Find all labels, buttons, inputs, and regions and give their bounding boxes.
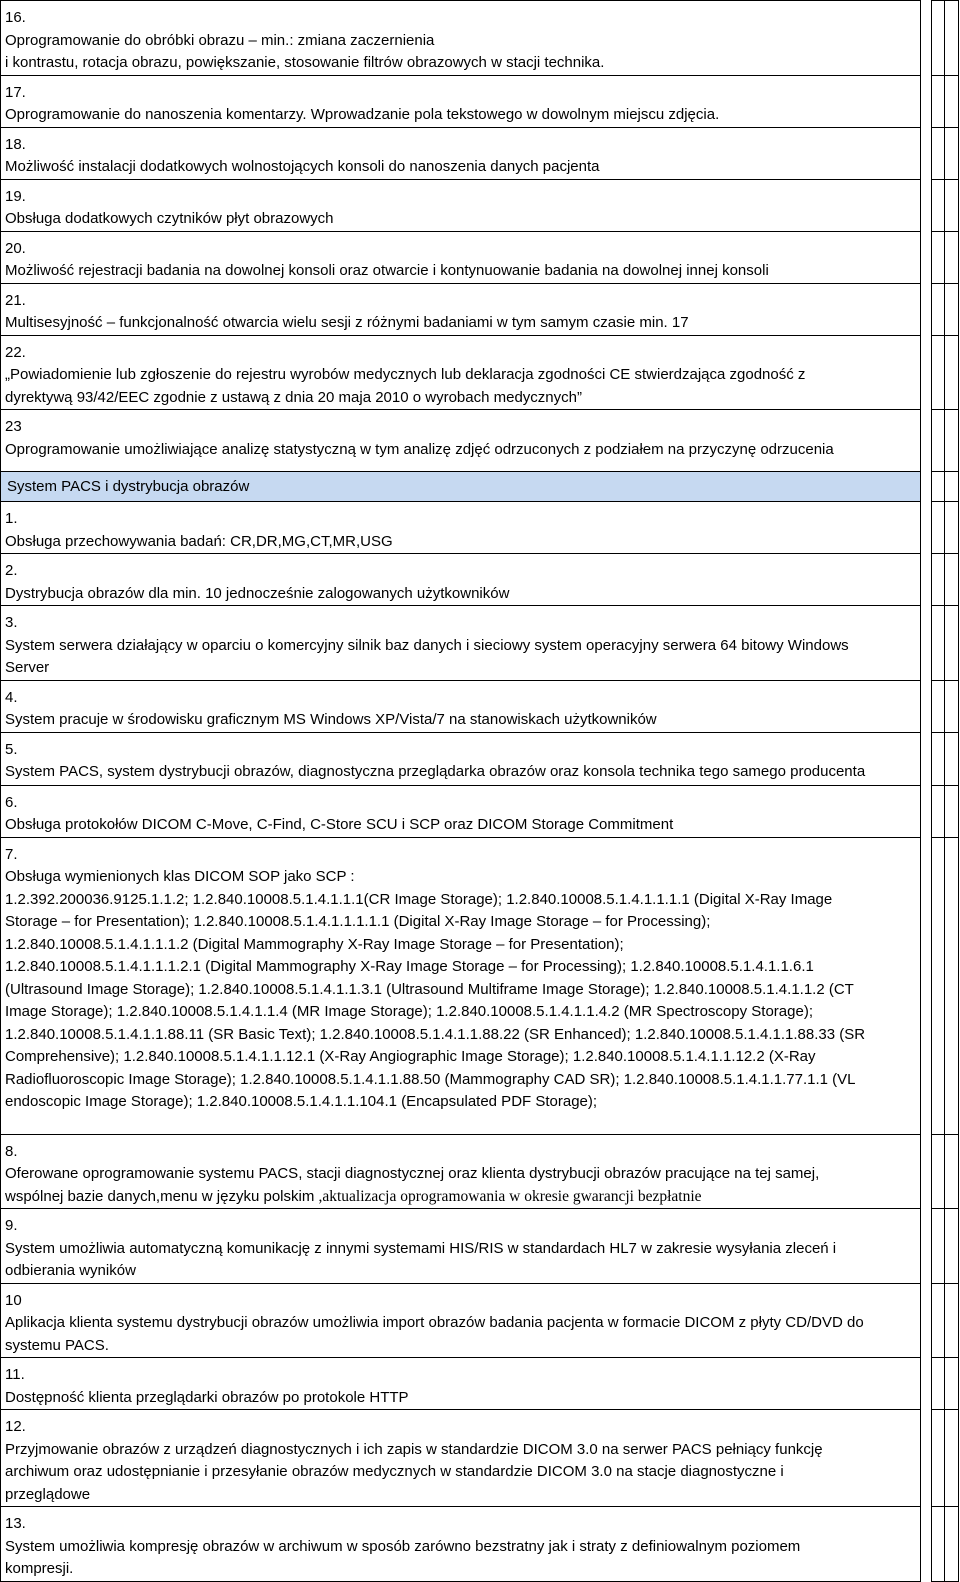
- check-col-1[interactable]: [932, 554, 945, 606]
- check-col-2[interactable]: [945, 127, 959, 179]
- check-col-2[interactable]: [945, 502, 959, 554]
- item-text: [5, 583, 867, 606]
- requirement-cell: [1, 606, 921, 681]
- item-text: [5, 531, 867, 554]
- table-row: [1, 75, 959, 127]
- item-number: 19.: [5, 187, 26, 205]
- check-col-2[interactable]: [945, 680, 959, 732]
- check-col-2[interactable]: [945, 75, 959, 127]
- check-col-2[interactable]: [945, 606, 959, 681]
- gap-col: [921, 283, 932, 335]
- table-row: [1, 1410, 959, 1507]
- requirement-cell: [1, 1, 921, 76]
- item-number: 21.: [5, 291, 26, 309]
- gap-col: [921, 1507, 932, 1582]
- item-text-main: Obsługa przechowywania badań: CR,DR,MG,CT,MR,USG: [5, 532, 393, 550]
- gap-col: [921, 410, 932, 472]
- check-col-2[interactable]: [945, 410, 959, 472]
- item-number: 22.: [5, 343, 26, 361]
- table-row: [1, 502, 959, 554]
- requirement-cell: [1, 1410, 921, 1507]
- gap-col: [921, 554, 932, 606]
- item-text: [5, 260, 867, 283]
- gap-col: [921, 785, 932, 837]
- gap-col: [921, 502, 932, 554]
- item-text-main: Oferowane oprogramowanie systemu PACS, stacji diagnostycznej oraz klienta dystrybucji obrazów pracujące na tej samej, wspólnej bazie danych,menu w języku polskim: [5, 1165, 820, 1205]
- item-number: 8.: [5, 1142, 18, 1160]
- check-col-2: [945, 472, 959, 502]
- table-row: [1, 1, 959, 76]
- requirement-cell: [1, 732, 921, 785]
- requirement-cell: [1, 502, 921, 554]
- requirement-cell: [1, 554, 921, 606]
- gap-col: [921, 472, 932, 502]
- item-number: 11.: [5, 1366, 25, 1383]
- check-col-2[interactable]: [945, 1410, 959, 1507]
- check-col-1[interactable]: [932, 1, 945, 76]
- table-row: [1, 410, 959, 472]
- item-text: [5, 364, 867, 409]
- item-number: 18.: [5, 135, 26, 153]
- requirement-cell: [1, 179, 921, 231]
- gap-col: [921, 606, 932, 681]
- check-col-2[interactable]: [945, 179, 959, 231]
- item-number: 3.: [5, 614, 18, 631]
- item-text-main: Dostępność klienta przeglądarki obrazów po protokole HTTP: [5, 1388, 409, 1406]
- check-col-2[interactable]: [945, 1358, 959, 1410]
- requirement-cell: [1, 1507, 921, 1582]
- check-col-1[interactable]: [932, 1507, 945, 1582]
- gap-col: [921, 1410, 932, 1507]
- item-number: 2.: [5, 562, 18, 579]
- item-number: 13.: [5, 1515, 26, 1532]
- table-row: [1, 680, 959, 732]
- item-text: [5, 1536, 867, 1581]
- requirement-cell: [1, 1209, 921, 1284]
- item-text: [5, 1387, 867, 1410]
- table-row: [1, 1209, 959, 1284]
- requirement-cell: [1, 410, 921, 472]
- check-col-2[interactable]: [945, 837, 959, 1134]
- item-text-main: Multisesyjność – funkcjonalność otwarcia wielu sesji z różnymi badaniami w tym samym czasie min. 17: [5, 314, 689, 331]
- item-number: 20.: [5, 239, 26, 257]
- item-text: [5, 709, 867, 732]
- requirement-cell: [1, 127, 921, 179]
- table-row: [1, 554, 959, 606]
- item-text-main: Możliwość instalacji dodatkowych wolnostojących konsoli do nanoszenia danych pacjenta: [5, 158, 600, 175]
- check-col-2[interactable]: [945, 231, 959, 283]
- item-text: [5, 439, 867, 462]
- check-col-2[interactable]: [945, 732, 959, 785]
- gap-col: [921, 732, 932, 785]
- item-text-main: Oprogramowanie umożliwiające analizę statystyczną w tym analizę zdjęć odrzuconych z podziałem na przyczynę odrzucenia: [5, 440, 834, 458]
- check-col-2[interactable]: [945, 283, 959, 335]
- requirement-cell: [1, 283, 921, 335]
- item-text: [5, 312, 867, 335]
- item-number: 1.: [5, 510, 18, 527]
- check-col-1[interactable]: [932, 1283, 945, 1358]
- table-row: [1, 785, 959, 837]
- check-col-1[interactable]: [932, 283, 945, 335]
- gap-col: [921, 127, 932, 179]
- item-text: [5, 635, 867, 680]
- section-title: System PACS i dystrybucja obrazów: [1, 472, 921, 502]
- item-text-main: System PACS, system dystrybucji obrazów, diagnostyczna przeglądarka obrazów oraz konsola technika tego samego producenta: [5, 763, 866, 780]
- check-col-1[interactable]: [932, 785, 945, 837]
- item-number: 5.: [5, 740, 18, 758]
- gap-col: [921, 1134, 932, 1209]
- check-col-2[interactable]: [945, 335, 959, 410]
- check-col-1[interactable]: [932, 1410, 945, 1507]
- requirement-cell: [1, 335, 921, 410]
- item-text-main: Przyjmowanie obrazów z urządzeń diagnostycznych i ich zapis w standardzie DICOM 3.0 na serwer PACS pełniący funkcję archiwum oraz udostępnianie i przesyłanie obrazów medycznych w standardzie DICOM 3.0 na stacje diagnostyczne i przeglądowe: [5, 1440, 823, 1503]
- check-col-1[interactable]: [932, 335, 945, 410]
- requirement-cell: [1, 680, 921, 732]
- item-text: [5, 1163, 867, 1208]
- check-col-1[interactable]: [932, 680, 945, 732]
- gap-col: [921, 1209, 932, 1284]
- item-text-main: System pracuje w środowisku graficznym MS Windows XP/Vista/7 na stanowiskach użytkowników: [5, 711, 657, 728]
- check-col-1[interactable]: [932, 732, 945, 785]
- item-text: [5, 104, 867, 127]
- item-text-main: System umożliwia automatyczną komunikację z innymi systemami HIS/RIS w standardach HL7 w zakresie wysyłania zleceń i odbierania wyników: [5, 1239, 837, 1279]
- item-number: 6.: [5, 793, 18, 811]
- section-header-row: [1, 472, 959, 502]
- table-row: [1, 606, 959, 681]
- item-text-main: Obsługa wymienionych klas DICOM SOP jako SCP : 1.2.392.200036.9125.1.1.2; 1.2.840.10008.5.1.4.1.1.1(CR Image Storage); 1.2.840.10008.5.1.4.1.1.1.1 (Digital X-Ray Image Storage – for Presentation); 1.2.840.10008.5.1.4.1.1.1.1.1 (Digital X-Ray Image Storage – for Processing); 1.2.840.10008.5.1.4.1.1.1.2 (Digital Mammography X-Ray Image Storage – for Presentation); 1.2.840.10008.5.1.4.1.1.1.2.1 (Digital Mammography X-Ray Image Storage – for Processing); 1.2.840.10008.5.1.4.1.1.6.1 (Ultrasound Image Storage); 1.2.840.10008.5.1.4.1.1.3.1 (Ultrasound Multiframe Image Storage); 1.2.840.10008.5.1.4.1.1.2 (CT Image Storage); 1.2.840.10008.5.1.4.1.1.4 (MR Image Storage); 1.2.840.10008.5.1.4.1.1.4.2 (MR Spectroscopy Storage); 1.2.840.10008.5.1.4.1.1.88.11 (SR Basic Text); 1.2.840.10008.5.1.4.1.1.88.22 (SR Enhanced); 1.2.840.10008.5.1.4.1.1.88.33 (SR Comprehensive); 1.2.840.10008.5.1.4.1.1.12.1 (X-Ray Angiographic Image Storage); 1.2.840.10008.5.1.4.1.1.12.2 (X-Ray Radiofluoroscopic Image Storage); 1.2.840.10008.5.1.4.1.1.88.50 (Mammography CAD SR); 1.2.840.10008.5.1.4.1.1.77.1.1 (VL endoscopic Image Storage); 1.2.840.10008.5.1.4.1.1.104.1 (Encapsulated PDF Storage);: [5, 868, 866, 1110]
- requirement-cell: [1, 75, 921, 127]
- item-text-main: System umożliwia kompresję obrazów w archiwum w sposób zarówno bezstratny jak i straty z definiowalnym poziomem kompresji.: [5, 1537, 801, 1577]
- table-row: [1, 335, 959, 410]
- item-text-main: Aplikacja klienta systemu dystrybucji obrazów umożliwia import obrazów badania pacjenta w formacie DICOM z płyty CD/DVD do systemu PACS.: [5, 1314, 864, 1354]
- check-col-2[interactable]: [945, 1209, 959, 1284]
- gap-col: [921, 75, 932, 127]
- table-row: [1, 179, 959, 231]
- check-col-1: [932, 472, 945, 502]
- gap-col: [921, 680, 932, 732]
- item-text: [5, 30, 867, 75]
- check-col-1[interactable]: [932, 1358, 945, 1410]
- item-text: [5, 156, 867, 179]
- table-row: [1, 1134, 959, 1209]
- table-row: [1, 732, 959, 785]
- item-text-main: „Powiadomienie lub zgłoszenie do rejestru wyrobów medycznych lub deklaracja zgodności CE stwierdzająca zgodność z dyrektywą 93/42/EEC zgodnie z ustawą z dnia 20 maja 2010 o wyrobach medycznych”: [5, 366, 806, 406]
- check-col-1[interactable]: [932, 410, 945, 472]
- check-col-2[interactable]: [945, 1, 959, 76]
- check-col-1[interactable]: [932, 127, 945, 179]
- item-number: 9.: [5, 1217, 18, 1234]
- item-text-main: Oprogramowanie do nanoszenia komentarzy. Wprowadzanie pola tekstowego w dowolnym miejscu zdjęcia.: [5, 106, 720, 123]
- check-col-1[interactable]: [932, 231, 945, 283]
- gap-col: [921, 335, 932, 410]
- item-text: [5, 1439, 867, 1507]
- requirement-cell: [1, 837, 921, 1134]
- gap-col: [921, 1, 932, 76]
- item-text: [5, 208, 867, 231]
- item-text-main: Obsługa protokołów DICOM C-Move, C-Find, C-Store SCU i SCP oraz DICOM Storage Commitment: [5, 816, 674, 833]
- table-row: [1, 127, 959, 179]
- check-col-1[interactable]: [932, 75, 945, 127]
- item-number: 23: [5, 418, 22, 435]
- item-text: [5, 866, 867, 1114]
- check-col-2[interactable]: [945, 1134, 959, 1209]
- item-number: 17.: [5, 83, 26, 101]
- item-text-main: System serwera działający w oparciu o komercyjny silnik baz danych i sieciowy system operacyjny serwera 64 bitowy Windows Server: [5, 636, 849, 676]
- check-col-1[interactable]: [932, 606, 945, 681]
- table-row: [1, 1283, 959, 1358]
- item-text-main: Obsługa dodatkowych czytników płyt obrazowych: [5, 210, 334, 227]
- table-row: [1, 283, 959, 335]
- item-text: [5, 761, 867, 784]
- table-row: [1, 1507, 959, 1582]
- item-text: [5, 1238, 867, 1283]
- check-col-2[interactable]: [945, 785, 959, 837]
- requirement-cell: [1, 1134, 921, 1209]
- requirement-cell: [1, 1283, 921, 1358]
- check-col-1[interactable]: [932, 837, 945, 1134]
- gap-col: [921, 837, 932, 1134]
- check-col-1[interactable]: [932, 179, 945, 231]
- item-number: 12.: [5, 1418, 26, 1435]
- item-text-main: Dystrybucja obrazów dla min. 10 jednocześnie zalogowanych użytkowników: [5, 584, 510, 602]
- item-text-main: Oprogramowanie do obróbki obrazu – min.: zmiana zaczernienia i kontrastu, rotacja obrazu, powiększanie, stosowanie filtrów obrazowych w stacji technika.: [5, 31, 605, 71]
- item-number: 16.: [5, 9, 26, 26]
- gap-col: [921, 231, 932, 283]
- gap-col: [921, 179, 932, 231]
- gap-col: [921, 1358, 932, 1410]
- requirement-cell: [1, 231, 921, 283]
- item-text: [5, 814, 867, 837]
- check-col-1[interactable]: [932, 1209, 945, 1284]
- table-row: [1, 837, 959, 1134]
- check-col-1[interactable]: [932, 1134, 945, 1209]
- item-text: [5, 1312, 867, 1357]
- check-col-1[interactable]: [932, 502, 945, 554]
- check-col-2[interactable]: [945, 1283, 959, 1358]
- check-col-2[interactable]: [945, 554, 959, 606]
- requirement-cell: [1, 1358, 921, 1410]
- item-number: 10: [5, 1291, 22, 1309]
- item-number: 4.: [5, 688, 18, 706]
- table-row: [1, 231, 959, 283]
- check-col-2[interactable]: [945, 1507, 959, 1582]
- item-number: 7.: [5, 845, 18, 863]
- requirement-cell: [1, 785, 921, 837]
- table-row: [1, 1358, 959, 1410]
- gap-col: [921, 1283, 932, 1358]
- item-text-serif: ,aktualizacja oprogramowania w okresie gwarancji bezpłatnie: [318, 1187, 702, 1205]
- item-text-main: Możliwość rejestracji badania na dowolnej konsoli oraz otwarcie i kontynuowanie badania na dowolnej innej konsoli: [5, 262, 769, 279]
